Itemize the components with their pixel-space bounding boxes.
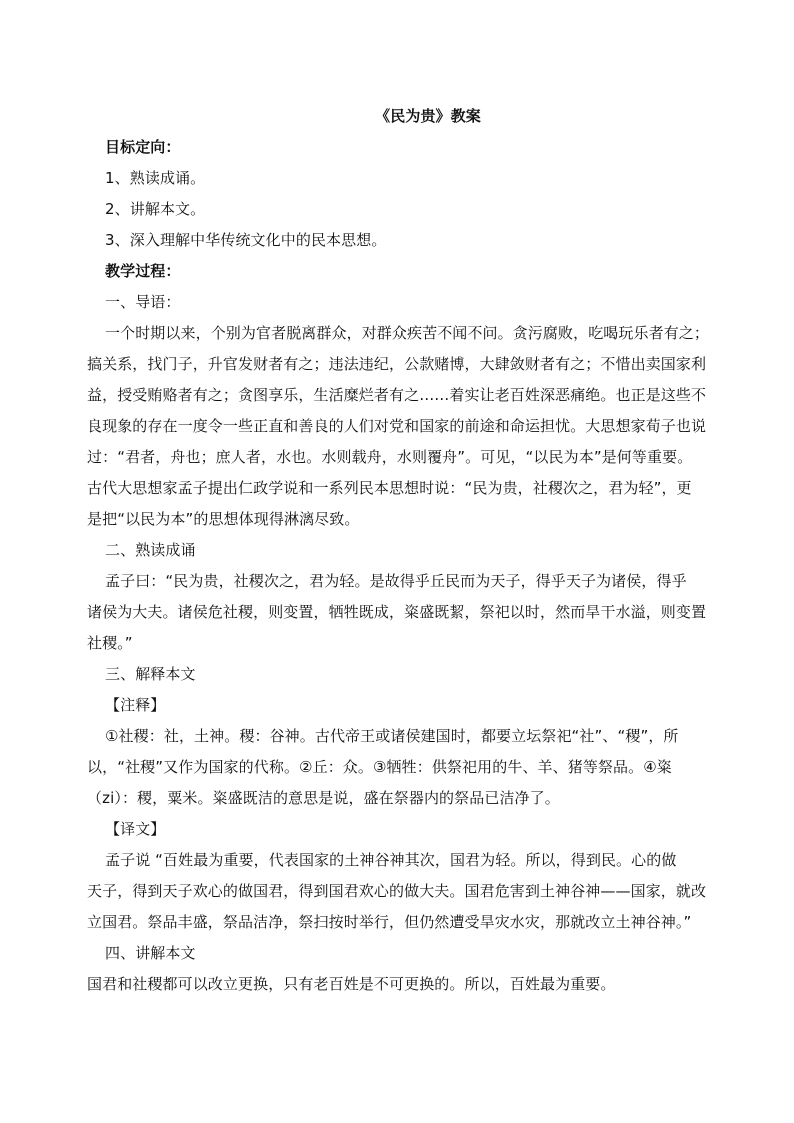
translation-label: 【译文】 [105, 820, 166, 838]
goal-item: 2、讲解本文。 [105, 200, 206, 218]
section-heading-lecture: 四、讲解本文 [105, 944, 196, 962]
paragraph-line: 立国君。祭品丰盛，祭品洁净，祭扫按时举行，但仍然遭受旱灾水灾，那就改立土神谷神。” [87, 913, 692, 931]
paragraph-line: 国君和社稷都可以改立更换，只有老百姓是不可更换的。所以，百姓最为重要。 [87, 975, 616, 993]
notes-paragraph [87, 721, 751, 814]
paragraph-line: 孟子说 “百姓最为重要，代表国家的土神谷神其次，国君为轻。所以，得到民。心的做 [105, 851, 677, 869]
recite-paragraph [87, 566, 751, 659]
paragraph-line: 过：“君者，舟也；庶人者，水也。水则载舟，水则覆舟”。可见，“以民为本”是何等重要。 [87, 448, 693, 466]
paragraph-line: 天子，得到天子欢心的做国君，得到国君欢心的做大夫。国君危害到土神谷神——国家，就改 [87, 882, 707, 900]
paragraph-line: 是把“以民为本”的思想体现得淋漓尽致。 [87, 510, 360, 528]
goal-heading: 目标定向： [105, 138, 181, 156]
document-title: 《民为贵》教案 [375, 107, 481, 125]
paragraph-line: （zi）：稷，粟米。粢盛既洁的意思是说，盛在祭器内的祭品已洁净了。 [87, 789, 560, 807]
paragraph-line: 益，授受贿赂者有之；贪图享乐，生活糜烂者有之……着实让老百姓深恶痛绝。也正是这些不 [87, 386, 707, 404]
paragraph-line: 良现象的存在一度令一些正直和善良的人们对党和国家的前途和命运担忧。大思想家荀子也说 [87, 417, 707, 435]
paragraph-line: 诸侯为大夫。诸侯危社稷，则变置，牺牲既成，粢盛既絜，祭祀以时，然而旱干水溢，则变置 [87, 603, 707, 621]
notes-label: 【注释】 [105, 696, 166, 714]
section-heading-recite: 二、熟读成诵 [105, 541, 196, 559]
goal-item: 3、深入理解中华传统文化中的民本思想。 [105, 231, 387, 249]
goal-item: 1、熟读成诵。 [105, 169, 206, 187]
paragraph-line: 搞关系，找门子，升官发财者有之；违法违纪，公款赌博，大肆敛财者有之；不惜出卖国家利 [87, 355, 707, 373]
paragraph-line: 孟子曰：“民为贵，社稷次之，君为轻。是故得乎丘民而为天子，得乎天子为诸侯，得乎 [105, 572, 687, 590]
process-heading: 教学过程： [105, 262, 181, 280]
paragraph-line: 社稷。” [87, 634, 133, 652]
lecture-paragraph [87, 969, 751, 1000]
section-heading-explain: 三、解释本文 [105, 665, 196, 683]
section-heading-intro: 一、导语： [105, 293, 181, 311]
translation-paragraph [87, 845, 751, 938]
paragraph-line: 一个时期以来，个别为官者脱离群众，对群众疾苦不闻不问。贪污腐败，吃喝玩乐者有之； [105, 324, 710, 342]
paragraph-line: 以，“社稷”又作为国家的代称。②丘：众。③牺牲：供祭祀用的牛、羊、猪等祭品。④粢 [87, 758, 672, 776]
document-body [87, 101, 751, 1000]
intro-paragraph [87, 318, 751, 535]
paragraph-line: 古代大思想家孟子提出仁政学说和一系列民本思想时说：“民为贵，社稷次之，君为轻”，更 [87, 479, 692, 497]
paragraph-line: ①社稷：社，土神。稷：谷神。古代帝王或诸侯建国时，都要立坛祭祀“社”、“稷”，所 [105, 727, 679, 745]
